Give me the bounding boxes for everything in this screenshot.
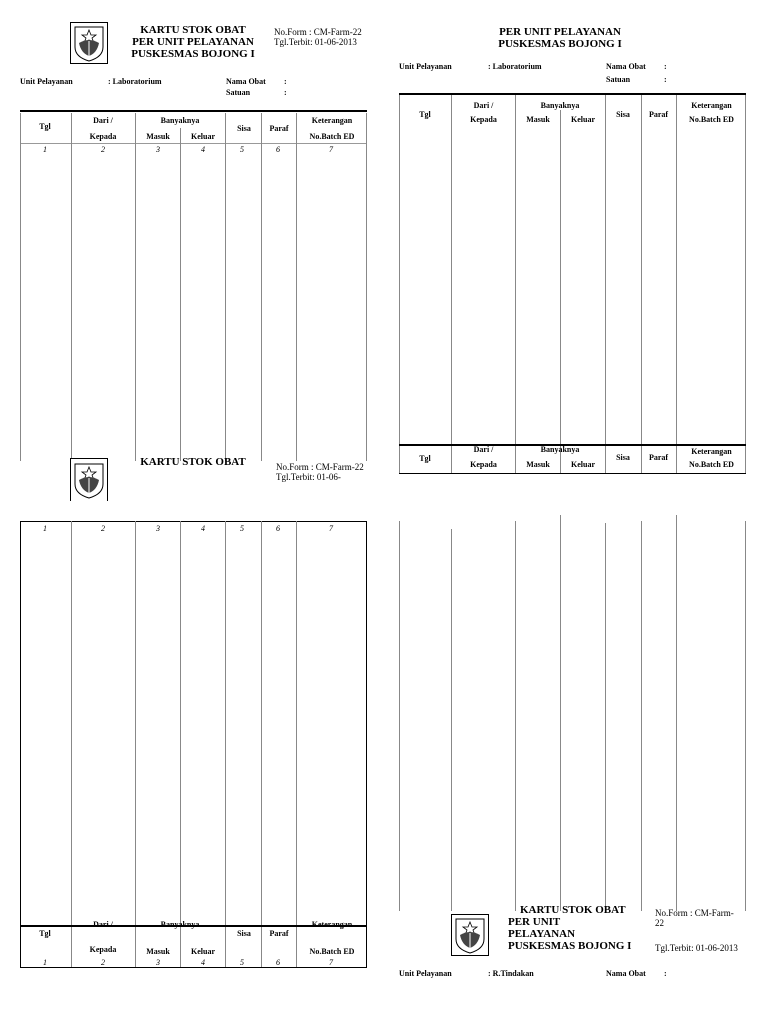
satuan-label: Satuan [606, 75, 631, 84]
satuan-value: : [284, 88, 287, 97]
column-rule [180, 128, 181, 461]
column-rule [20, 113, 21, 461]
header-keterangan: Keterangan [311, 116, 353, 125]
col-number: 4 [201, 524, 205, 533]
column-rule [641, 521, 642, 911]
column-rule [515, 95, 516, 473]
form-meta [276, 462, 364, 482]
title-line: PUSKESMAS BOJONG I [498, 38, 622, 50]
column-rule [605, 523, 606, 911]
form-number: No.Form : CM-Farm-22 [274, 27, 362, 37]
nama-obat-label: Nama Obat [606, 62, 646, 71]
title-line: PUSKESMAS BOJONG I [508, 940, 632, 952]
column-rule [261, 521, 262, 967]
col-number: 3 [156, 958, 160, 967]
header-kepada: Kepada [470, 115, 497, 124]
table-bottom-rule [20, 967, 367, 968]
col-number: 5 [240, 958, 244, 967]
title-line: PER UNIT [508, 916, 561, 928]
column-rule [366, 113, 367, 461]
card-title: KARTU STOK OBAT [140, 456, 246, 468]
nama-obat-label: Nama Obat [226, 77, 266, 86]
garuda-emblem-icon [71, 459, 107, 501]
title-line: PER UNIT PELAYANAN [499, 26, 621, 38]
column-rule [676, 515, 677, 911]
header-dari: Dari / [93, 116, 113, 125]
header-keterangan: Keterangan [311, 920, 353, 929]
unit-label: Unit Pelayanan [399, 62, 452, 71]
header-masuk: Masuk [526, 115, 550, 124]
form-meta [274, 27, 364, 47]
column-rule [399, 521, 400, 911]
emblem-logo [70, 458, 108, 502]
column-rule [605, 95, 606, 473]
column-rule [451, 529, 452, 911]
column-rule [515, 521, 516, 911]
nama-obat-value: : [664, 969, 667, 978]
title-line: KARTU STOK OBAT [520, 904, 626, 916]
card-title [490, 26, 630, 50]
column-rule [296, 521, 297, 967]
header-keterangan: Keterangan [691, 447, 732, 456]
header-banyaknya: Banyaknya [540, 445, 580, 454]
column-rule [20, 521, 21, 967]
column-rule [451, 95, 452, 473]
page-gap [0, 501, 768, 519]
column-rule [135, 521, 136, 967]
issue-date: Tgl.Terbit: 01-06- [276, 472, 341, 482]
col-number: 7 [329, 145, 333, 154]
form-number: No.Form : CM-Farm-22 [276, 462, 364, 472]
col-number: 2 [101, 958, 105, 967]
header-sisa: Sisa [616, 110, 630, 119]
header-banyaknya: Banyaknya [160, 116, 200, 125]
column-rule [71, 521, 72, 967]
col-number: 4 [201, 145, 205, 154]
column-rule [745, 521, 746, 911]
header-tgl: Tgl [419, 110, 431, 119]
col-number: 7 [329, 958, 333, 967]
header-keluar: Keluar [571, 115, 595, 124]
issue-date: Tgl.Terbit: 01-06-2013 [274, 37, 357, 47]
nama-obat-label: Nama Obat [606, 969, 646, 978]
col-number: 5 [240, 145, 244, 154]
unit-value: : Laboratorium [108, 77, 162, 86]
col-number: 4 [201, 958, 205, 967]
form-number: No.Form : CM-Farm-22 [655, 908, 734, 928]
column-rule [399, 95, 400, 473]
col-number: 5 [240, 524, 244, 533]
header-keluar: Keluar [191, 132, 215, 141]
header-kepada: Kepada [89, 945, 117, 954]
garuda-emblem-icon [71, 23, 107, 63]
col-number: 2 [101, 145, 105, 154]
col-number: 7 [329, 524, 333, 533]
header-dari: Dari / [473, 101, 494, 110]
col-number: 1 [43, 524, 47, 533]
title-line: PELAYANAN [508, 928, 576, 940]
header-tgl: Tgl [39, 122, 51, 131]
col-number: 1 [43, 145, 47, 154]
nama-obat-value: : [284, 77, 287, 86]
title-line: PER UNIT PELAYANAN [132, 36, 254, 48]
header-masuk: Masuk [146, 947, 170, 956]
title-line: KARTU STOK OBAT [140, 24, 246, 36]
unit-value: : R.Tindakan [488, 969, 534, 978]
header-banyaknya: Banyaknya [540, 101, 580, 110]
column-rule [225, 521, 226, 967]
header-tgl: Tgl [39, 929, 51, 938]
column-rule [71, 113, 72, 461]
header-no-batch: No.Batch ED [689, 115, 734, 124]
unit-label: Unit Pelayanan [399, 969, 452, 978]
emblem-logo [70, 22, 108, 64]
col-number: 3 [156, 145, 160, 154]
column-rule [261, 113, 262, 461]
column-rule [676, 95, 677, 473]
garuda-emblem-icon [452, 915, 488, 955]
header-dari: Dari / [473, 445, 494, 454]
header-keterangan: Keterangan [691, 101, 732, 110]
header-sisa: Sisa [237, 929, 251, 938]
header-no-batch: No.Batch ED [689, 460, 734, 469]
header-masuk: Masuk [526, 460, 550, 469]
header-paraf: Paraf [269, 124, 289, 133]
header-paraf: Paraf [269, 929, 289, 938]
column-rule [135, 113, 136, 461]
card-title [118, 24, 268, 60]
header-paraf: Paraf [648, 453, 669, 462]
header-tgl: Tgl [419, 454, 431, 463]
column-rule [180, 521, 181, 967]
header-no-batch: No.Batch ED [309, 947, 355, 956]
header-banyaknya: Banyaknya [160, 920, 200, 929]
col-number: 2 [101, 524, 105, 533]
unit-value: : Laboratorium [488, 62, 542, 71]
column-rule [745, 95, 746, 473]
header-sisa: Sisa [237, 124, 251, 133]
header-dari: Dari / [93, 920, 113, 929]
column-rule [641, 95, 642, 473]
column-rule [296, 113, 297, 461]
header-no-batch: No.Batch ED [309, 132, 355, 141]
column-rule [366, 521, 367, 967]
satuan-label: Satuan [226, 88, 251, 97]
col-number: 6 [276, 145, 280, 154]
nama-obat-value: : [664, 62, 667, 71]
column-rule [560, 515, 561, 911]
header-keluar: Keluar [191, 947, 215, 956]
table-bottom-rule [399, 473, 746, 474]
header-kepada: Kepada [89, 132, 117, 141]
header-sisa: Sisa [616, 453, 630, 462]
col-number: 1 [43, 958, 47, 967]
col-number: 3 [156, 524, 160, 533]
header-kepada: Kepada [470, 460, 497, 469]
satuan-value: : [664, 75, 667, 84]
header-masuk: Masuk [146, 132, 170, 141]
title-line: PUSKESMAS BOJONG I [131, 48, 255, 60]
col-number: 6 [276, 958, 280, 967]
header-bottom-rule [20, 143, 367, 144]
card-title [508, 904, 644, 952]
header-paraf: Paraf [648, 110, 669, 119]
issue-date: Tgl.Terbit: 01-06-2013 [655, 943, 738, 953]
header-keluar: Keluar [571, 460, 595, 469]
column-rule [225, 113, 226, 461]
table-top-rule [20, 521, 367, 522]
col-number: 6 [276, 524, 280, 533]
column-rule [560, 110, 561, 473]
emblem-logo [451, 914, 489, 956]
table-top-rule [20, 110, 367, 112]
unit-label: Unit Pelayanan [20, 77, 73, 86]
